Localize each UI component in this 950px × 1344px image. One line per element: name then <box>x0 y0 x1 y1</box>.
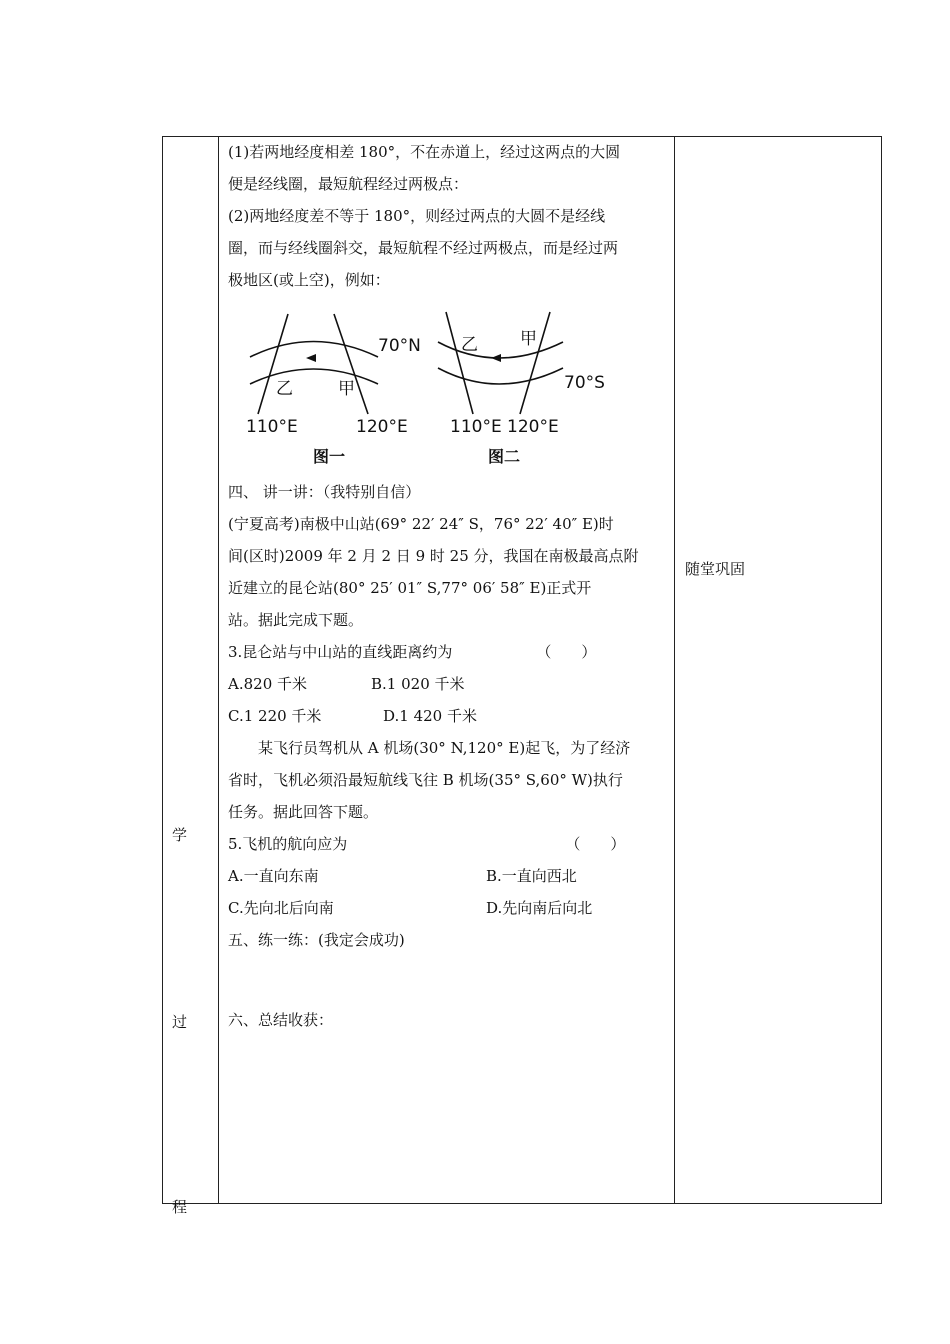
section4-paragraph-2: 间(区时)2009 年 2 月 2 日 9 时 25 分，我国在南极最高点附 <box>228 547 639 565</box>
column-divider-left <box>218 136 219 1204</box>
column-divider-right <box>674 136 675 1204</box>
question-3 <box>228 636 668 668</box>
q5-option-d: D.先向南后向北 <box>486 899 593 917</box>
q3-option-a: A.820 千米 <box>228 675 307 693</box>
fig1-place-right: 甲 <box>338 379 355 399</box>
side-label-xue: 学 <box>172 826 188 844</box>
q5-option-b: B.一直向西北 <box>486 867 577 885</box>
section4-paragraph-6: 省时，飞机必须沿最短航线飞往 B 机场(35° S,60° W)执行 <box>228 771 623 789</box>
question-5-text: 5.飞机的航向应为 <box>228 835 348 853</box>
fig2-lon-left: 110°E <box>450 417 502 437</box>
great-circle-figures <box>228 302 668 474</box>
fig2-lat-label: 70°S <box>564 373 605 393</box>
fig1-meridian-right <box>334 314 368 414</box>
q3-option-c: C.1 220 千米 <box>228 707 322 725</box>
fig1-caption: 图一 <box>313 447 346 466</box>
intro-line-3: (2)两地经度差不等于 180°，则经过两点的大圆不是经线 <box>228 207 606 225</box>
figure-two <box>438 312 605 466</box>
fig2-caption: 图二 <box>488 447 521 466</box>
section4-heading: 四、 讲一讲：（我特别自信） <box>228 483 421 501</box>
right-note: 随堂巩固 <box>685 560 746 578</box>
q3-option-d: D.1 420 千米 <box>383 707 477 725</box>
fig1-place-left: 乙 <box>276 379 293 399</box>
q3-option-b: B.1 020 千米 <box>371 675 465 693</box>
question-5-answer-paren: （ ） <box>565 835 626 853</box>
section4-paragraph-5: 某飞行员驾机从 A 机场(30° N,120° E)起飞，为了经济 <box>258 739 631 757</box>
fig1-meridian-left <box>258 314 288 414</box>
fig2-place-right: 甲 <box>520 329 537 349</box>
section4-paragraph-1: (宁夏高考)南极中山站(69° 22′ 24″ S，76° 22′ 40″ E)时 <box>228 515 614 533</box>
section4-paragraph-7: 任务。据此回答下题。 <box>228 803 379 821</box>
q5-option-a: A.一直向东南 <box>228 867 319 885</box>
intro-line-4: 圈，而与经线圈斜交，最短航程不经过两极点，而是经过两 <box>228 239 619 257</box>
side-label-cheng: 程 <box>172 1198 188 1216</box>
section4-paragraph-4: 站。据此完成下题。 <box>228 611 364 629</box>
fig2-arc-lower <box>438 368 563 384</box>
fig2-meridian-right <box>520 312 550 414</box>
section6-heading: 六、总结收获： <box>228 1011 334 1029</box>
fig1-arrow-icon <box>306 354 316 362</box>
practice-blank-space <box>228 956 668 1004</box>
question-5 <box>228 828 668 860</box>
intro-line-5: 极地区(或上空)，例如： <box>228 271 390 289</box>
fig1-arc-upper <box>250 342 378 358</box>
fig1-lat-label: 70°N <box>378 336 421 356</box>
section4-paragraph-3: 近建立的昆仑站(80° 25′ 01″ S,77° 06′ 58″ E)正式开 <box>228 579 592 597</box>
question-3-options-row-1 <box>228 668 668 700</box>
intro-line-2: 便是经线圈，最短航程经过两极点： <box>228 175 469 193</box>
question-5-options-row-1 <box>228 860 668 892</box>
fig2-meridian-left <box>446 312 473 414</box>
main-content <box>228 136 668 1036</box>
question-3-answer-paren: （ ） <box>536 643 597 661</box>
figure-one <box>246 314 421 466</box>
q5-option-c: C.先向北后向南 <box>228 899 334 917</box>
question-3-options-row-2 <box>228 700 668 732</box>
fig1-lon-left: 110°E <box>246 417 298 437</box>
figure-svg <box>228 302 668 474</box>
fig2-arrow-icon <box>491 354 501 362</box>
fig1-lon-right: 120°E <box>356 417 408 437</box>
question-3-text: 3.昆仑站与中山站的直线距离约为 <box>228 643 453 661</box>
fig2-lon-right: 120°E <box>507 417 559 437</box>
fig2-place-left: 乙 <box>461 335 478 355</box>
intro-line-1: (1)若两地经度相差 180°，不在赤道上，经过这两点的大圆 <box>228 143 621 161</box>
question-5-options-row-2 <box>228 892 668 924</box>
section5-heading: 五、练一练：(我定会成功) <box>228 931 405 949</box>
side-label-guo: 过 <box>172 1013 188 1031</box>
